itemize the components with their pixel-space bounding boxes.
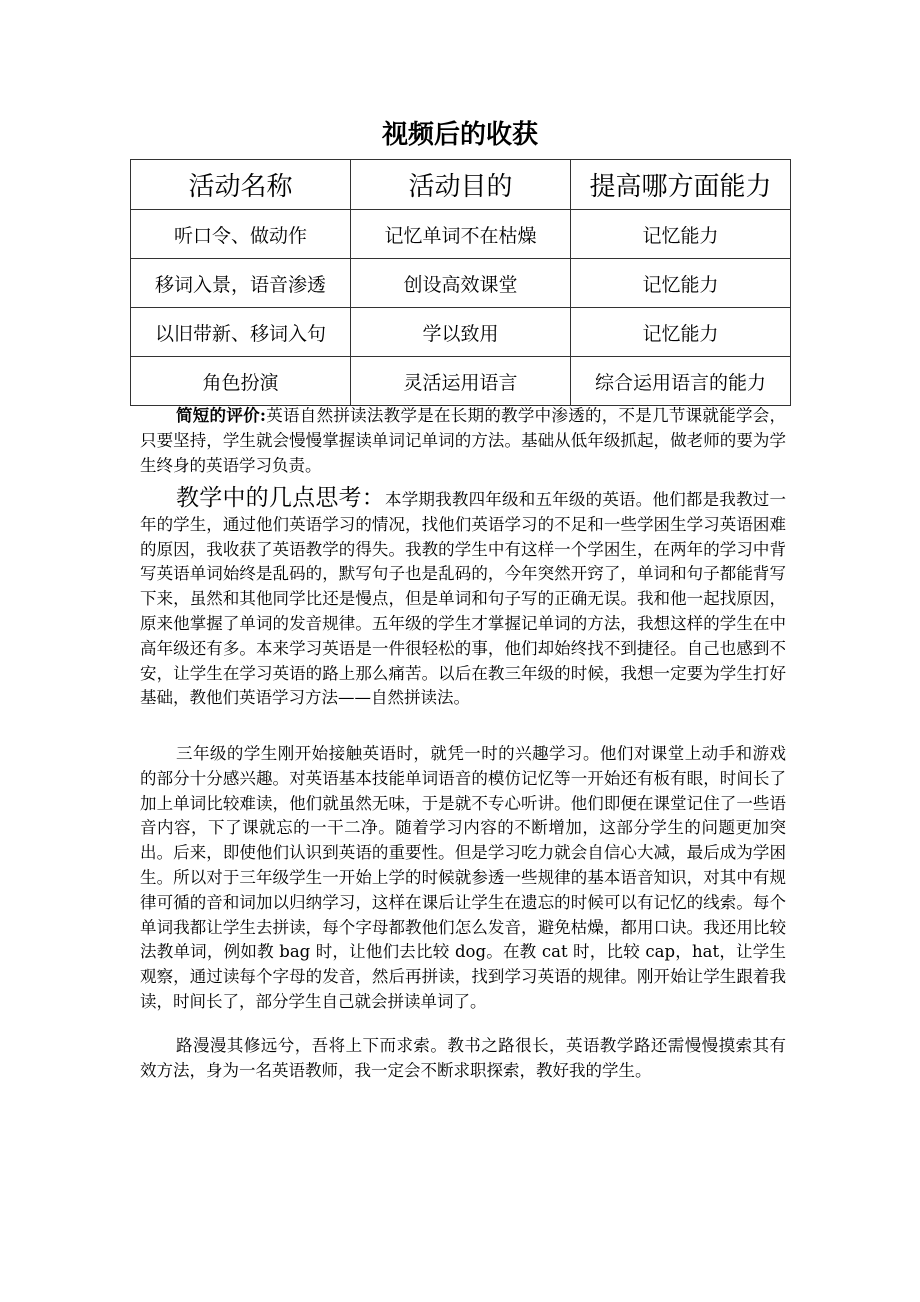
document-title: 视频后的收获 bbox=[381, 120, 538, 150]
table-row bbox=[131, 357, 791, 406]
header-activity-name: 活动名称 bbox=[131, 160, 351, 210]
reflection-text-1: 本学期我教四年级和五年级的英语。他们都是我教过一年的学生，通过他们英语学习的情况，找他们英语学习的不足和一些学困生学习英语困难的原因，我收获了英语教学的得失。我教的学生中有这样一个学困生，在两年的学习中背写英语单词始终是乱码的，默写句子也是乱码的，今年突然开窍了，单词和句子都能背写下来，虽然和其他同学比还是慢点，但是单词和句子写的正确无误。我和他一起找原因，原来他掌握了单词的发音规律。五年级的学生才掌握记单词的方法，我想这样的学生在中高年级还有多。本来学习英语是一件很轻松的事，他们却始终找不到捷径。自己也感到不安，让学生在学习英语的路上那么痛苦。以后在教三年级的时候，我想一定要为学生打好基础，教他们英语学习方法——自然拼读法。 bbox=[140, 490, 786, 708]
reflection-paragraph-2: 三年级的学生刚开始接触英语时，就凭一时的兴趣学习。他们对课堂上动手和游戏的部分十分感兴趣。对英语基本技能单词语音的模仿记忆等一开始还有板有眼，时间长了加上单词比较难读，他们就虽然无味，于是就不专心听讲。他们即便在课堂记住了一些语音内容，下了课就忘的一干二净。随着学习内容的不断增加，这部分学生的问题更加突出。后来，即使他们认识到英语的重要性。但是学习吃力就会自信心大减，最后成为学困生。所以对于三年级学生一开始上学的时候就参透一些规律的基本语音知识，对其中有规律可循的音和词加以归纳学习，这样在课后让学生在遗忘的时候可以有记忆的线索。每个单词我都让学生去拼读，每个字母都教他们怎么发音，避免枯燥，都用口诀。我还用比较法教单词，例如教 bag 时，让他们去比较 dog。在教 cat 时，比较 cap，hat，让学生观察，通过读每个字母的发音，然后再拼读，找到学习英语的规律。刚开始让学生跟着我读，时间长了，部分学生自己就会拼读单词了。 bbox=[140, 744, 786, 1011]
table-cell: 创设高效课堂 bbox=[351, 259, 571, 308]
table-cell: 记忆能力 bbox=[571, 259, 791, 308]
table-cell: 以旧带新、移词入句 bbox=[131, 308, 351, 357]
table-cell: 灵活运用语言 bbox=[351, 357, 571, 406]
reflection-section bbox=[140, 486, 786, 711]
table-cell: 听口令、做动作 bbox=[131, 210, 351, 259]
table-row bbox=[131, 210, 791, 259]
reflection-paragraph-3: 路漫漫其修远兮，吾将上下而求索。教书之路很长，英语教学路还需慢慢摸索其有效方法，身为一名英语教师，我一定会不断求职探索，教好我的学生。 bbox=[140, 1036, 786, 1080]
table-cell: 学以致用 bbox=[351, 308, 571, 357]
table-header-row bbox=[131, 160, 791, 210]
evaluation-section bbox=[140, 404, 786, 478]
header-activity-purpose: 活动目的 bbox=[351, 160, 571, 210]
header-ability-improved: 提高哪方面能力 bbox=[571, 160, 791, 210]
table-cell: 移词入景，语音渗透 bbox=[131, 259, 351, 308]
table-row bbox=[131, 308, 791, 357]
table-cell: 记忆能力 bbox=[571, 308, 791, 357]
evaluation-label: 简短的评价: bbox=[176, 406, 266, 425]
evaluation-paragraph bbox=[140, 404, 786, 478]
table-row bbox=[131, 259, 791, 308]
table-cell: 角色扮演 bbox=[131, 357, 351, 406]
table-cell: 记忆单词不在枯燥 bbox=[351, 210, 571, 259]
reflection-section-3 bbox=[140, 1034, 786, 1084]
table-cell: 记忆能力 bbox=[571, 210, 791, 259]
table-cell: 综合运用语言的能力 bbox=[571, 357, 791, 406]
evaluation-text: 英语自然拼读法教学是在长期的教学中渗透的，不是几节课就能学会，只要坚持，学生就会慢慢掌握读单词记单词的方法。基础从低年级抓起，做老师的要为学生终身的英语学习负责。 bbox=[140, 406, 786, 475]
activity-table bbox=[130, 159, 791, 406]
reflection-paragraph-1 bbox=[140, 486, 786, 711]
reflection-heading: 教学中的几点思考： bbox=[176, 485, 385, 511]
reflection-section-2 bbox=[140, 742, 786, 1015]
